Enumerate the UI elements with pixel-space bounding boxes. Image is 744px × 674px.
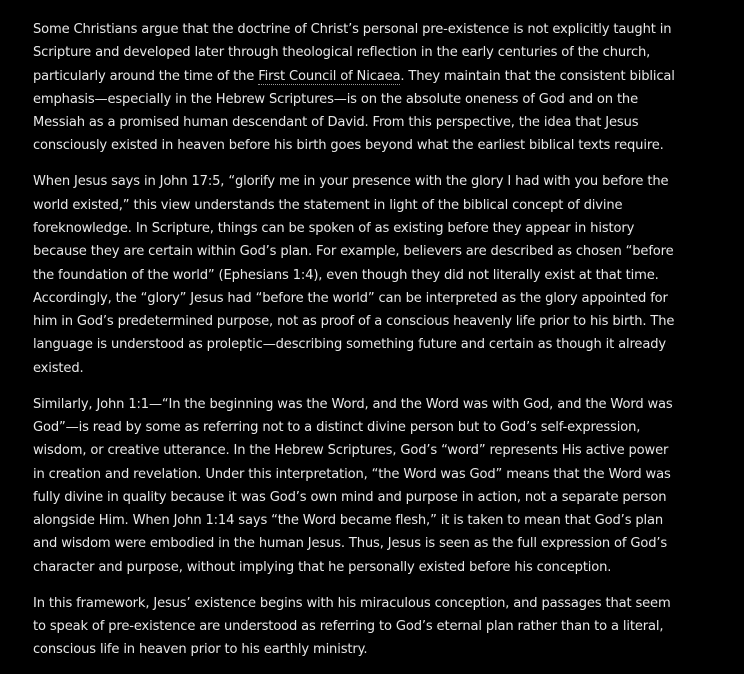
paragraph-3: Similarly, John 1:1—“In the beginning was the Word, and the Word was with God, and the Word was God”—is read by some as referring not to a distinct divine person but to God’s self-expression, wisdom, or creative utterance. In the Hebrew Scriptures, God’s “word” represents His active power in creation and revelation. Under this interpretation, “the Word was God” means that the Word was fully divine in quality because it was God’s own mind and purpose in action, not a separate person alongside Him. When John 1:14 says “the Word became flesh,” it is taken to mean that God’s plan and wisdom were embodied in the human Jesus. Thus, Jesus is seen as the full expression of God’s character and purpose, without implying that he personally existed before his conception. bbox=[33, 396, 673, 575]
first-council-of-nicaea-link[interactable]: First Council of Nicaea bbox=[258, 68, 401, 84]
paragraph-1 bbox=[33, 18, 678, 158]
article-body bbox=[33, 18, 678, 674]
paragraph-1-text-after-link: . They maintain that the consistent biblical emphasis—especially in the Hebrew Scriptures—is on the absolute oneness of God and on the Messiah as a promised human descendant of David. From this perspective, the idea that Jesus consciously existed in heaven before his birth goes beyond what the earliest biblical texts require. bbox=[33, 68, 675, 154]
paragraph-4: In this framework, Jesus’ existence begins with his miraculous conception, and passages that seem to speak of pre-existence are understood as referring to God’s eternal plan rather than to a literal, conscious life in heaven prior to his earthly ministry. bbox=[33, 595, 671, 658]
paragraph-1-text-before-link: Some Christians argue that the doctrine of Christ’s personal pre-existence is not explicitly taught in Scripture and developed later through theological reflection in the early centuries of the church, particularly around the time of the bbox=[33, 22, 672, 84]
paragraph-2: When Jesus says in John 17:5, “glorify me in your presence with the glory I had with you before the world existed,” this view understands the statement in light of the biblical concept of divine foreknowledge. In Scripture, things can be spoken of as existing before they appear in history because they are certain within God’s plan. For example, believers are described as chosen “before the foundation of the world” (Ephesians 1:4), even though they did not literally exist at that time. Accordingly, the “glory” Jesus had “before the world” can be interpreted as the glory appointed for him in God’s predetermined purpose, not as proof of a conscious heavenly life prior to his birth. The language is understood as proleptic—describing something future and certain as though it already existed. bbox=[33, 174, 675, 376]
